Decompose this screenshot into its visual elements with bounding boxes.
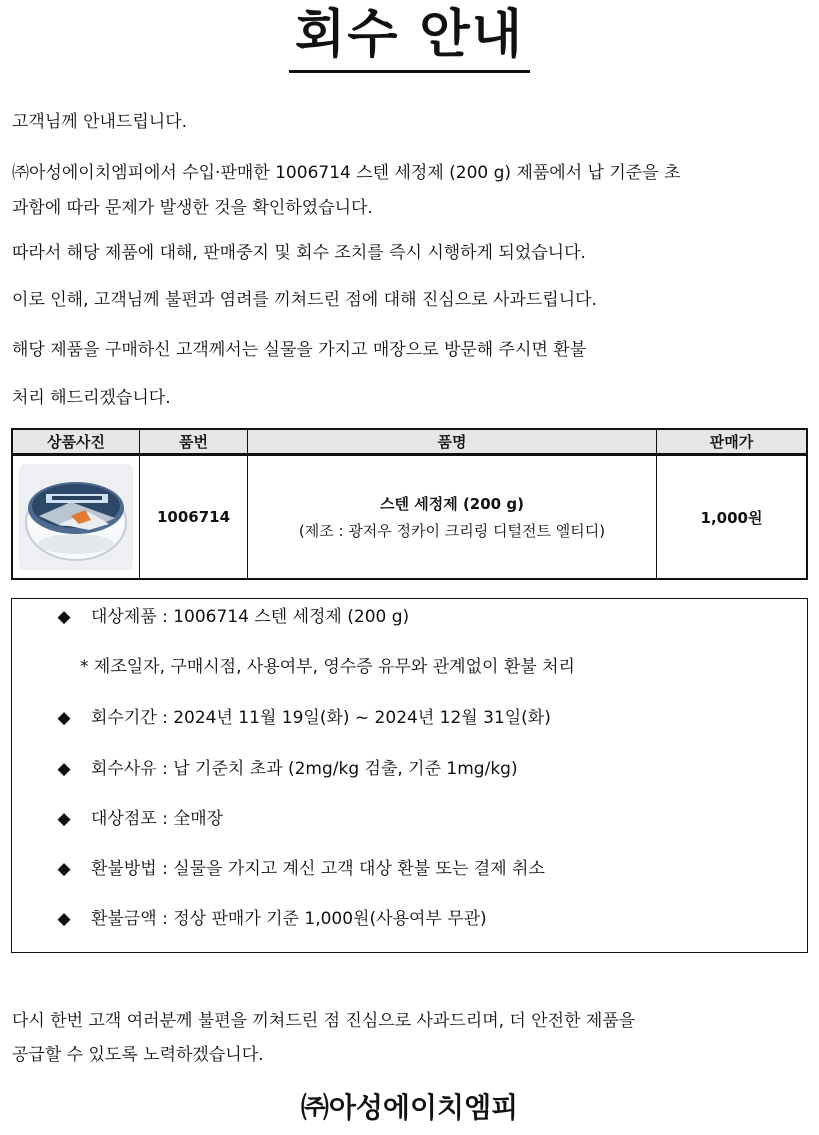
intro-line-5: 해당 제품을 구매하신 고객께서는 실물을 가지고 매장으로 방문해 주시면 환불 — [12, 340, 587, 360]
recall-info-box — [11, 598, 808, 953]
closing-line-1: 다시 한번 고객 여러분께 불편을 끼쳐드린 점 진심으로 사과드리며, 더 안전한 제품을 — [12, 1011, 636, 1031]
product-price: 1,000원 — [700, 508, 763, 527]
closing-line-2: 공급할 수 있도록 노력하겠습니다. — [12, 1045, 264, 1065]
header-photo: 상품사진 — [47, 433, 105, 451]
info-item-text: 환불금액 : 정상 판매가 기준 1,000원(사용여부 무관) — [91, 909, 487, 929]
header-name: 품명 — [437, 433, 467, 451]
intro-line-6: 처리 해드리겠습니다. — [12, 388, 171, 408]
header-price: 판매가 — [709, 433, 754, 451]
diamond-bullet-icon: ◆ — [57, 607, 71, 627]
table-header-row — [13, 430, 806, 456]
info-item-text: 회수기간 : 2024년 11월 19일(화) ~ 2024년 12월 31일(화) — [91, 708, 551, 728]
product-code: 1006714 — [156, 508, 231, 526]
intro-line-3: 따라서 해당 제품에 대해, 판매중지 및 회수 조치를 즉시 시행하게 되었습니다. — [12, 243, 586, 263]
product-container-photo-icon — [19, 464, 133, 570]
info-item-text: 환불방법 : 실물을 가지고 계신 고객 대상 환불 또는 결제 취소 — [91, 859, 545, 879]
diamond-bullet-icon: ◆ — [57, 708, 71, 728]
table-cell-code — [140, 456, 247, 578]
greeting-text: 고객님께 안내드립니다. — [12, 112, 188, 132]
intro-line-4: 이로 인해, 고객님께 불편과 염려를 끼쳐드린 점에 대해 진심으로 사과드립니다. — [12, 290, 597, 310]
intro-line-2: 과함에 따라 문제가 발생한 것을 확인하였습니다. — [12, 198, 373, 218]
header-code: 품번 — [179, 433, 208, 451]
table-cell-photo — [13, 456, 139, 578]
info-item-text: 회수사유 : 납 기준치 초과 (2mg/kg 검출, 기준 1mg/kg) — [91, 759, 518, 779]
intro-line-1: ㈜아성에이치엠피에서 수입·판매한 1006714 스텐 세정제 (200 g) 제품에서 납 기준을 초 — [12, 163, 681, 183]
diamond-bullet-icon: ◆ — [57, 859, 71, 879]
diamond-bullet-icon: ◆ — [57, 809, 71, 829]
product-name: 스텐 세정제 (200 g) — [380, 495, 524, 513]
company-name: ㈜아성에이치엠피 — [300, 1091, 519, 1124]
info-note-text: * 제조일자, 구매시점, 사용여부, 영수증 유무와 관계없이 환불 처리 — [80, 657, 575, 677]
product-table — [11, 428, 808, 580]
table-cell-name — [248, 456, 656, 578]
product-manufacturer: (제조 : 광저우 정카이 크리링 디털전트 엘티디) — [298, 522, 606, 540]
diamond-bullet-icon: ◆ — [57, 909, 71, 929]
info-item-text: 대상점포 : 全매장 — [91, 809, 224, 829]
info-item-text: 대상제품 : 1006714 스텐 세정제 (200 g) — [91, 607, 410, 627]
table-cell-price — [657, 456, 806, 578]
product-photo — [19, 464, 133, 570]
page-title — [0, 2, 819, 73]
diamond-bullet-icon: ◆ — [57, 759, 71, 779]
page-title-text: 회수 안내 — [289, 2, 530, 73]
